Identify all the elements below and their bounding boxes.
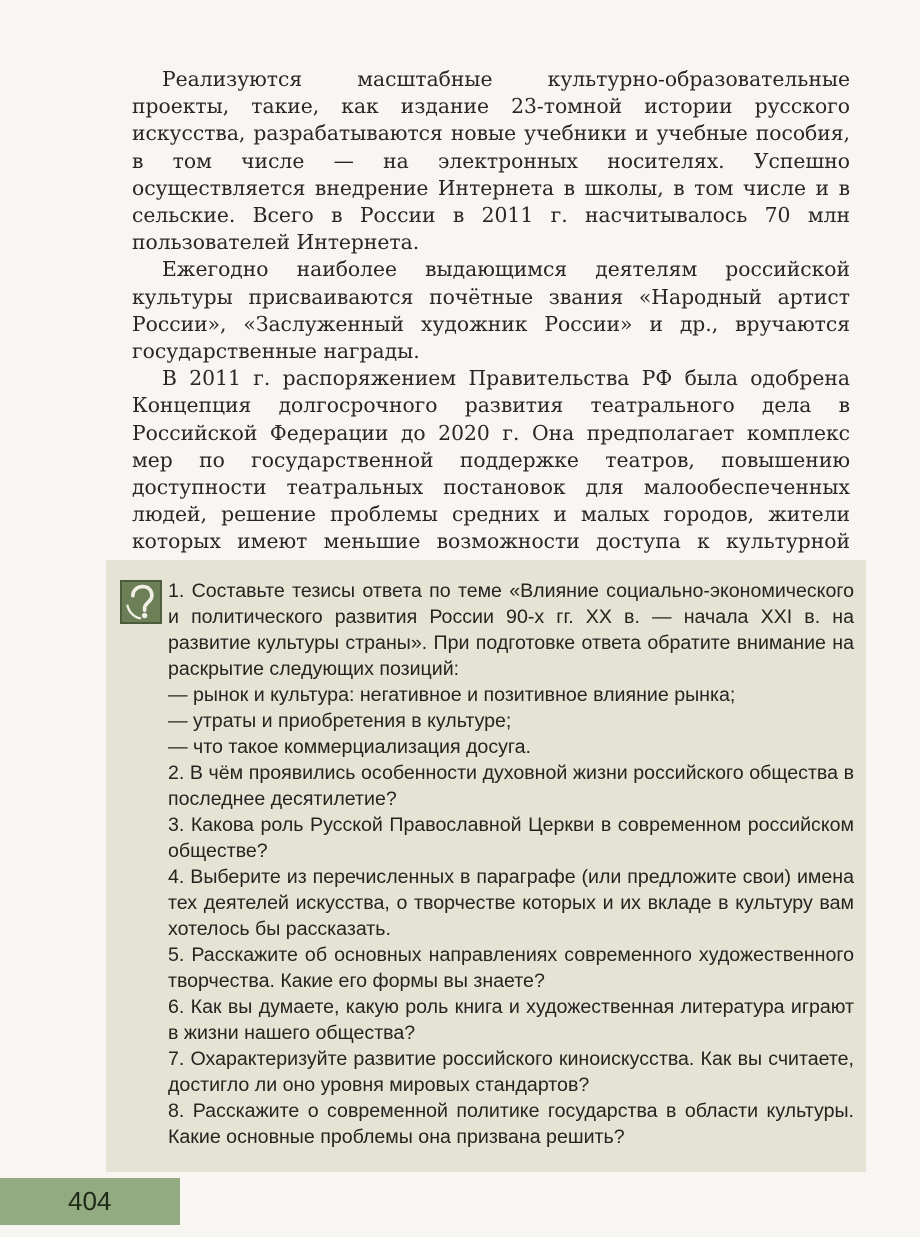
page-number: 404 (68, 1186, 112, 1216)
question-item: 7. Охарактеризуйте развитие российского киноискусства. Как вы считаете, достигло ли оно уровня мировых стандартов? (168, 1048, 854, 1096)
main-text (132, 66, 850, 583)
question-item: 4. Выберите из перечисленных в параграфе (или предложите свои) имена тех деятелей искусства, о творчестве которых и их вкладе в культуру вам хотелось бы рассказать. (168, 866, 854, 940)
question-item: 3. Какова роль Русской Православной Церкви в современном российском обществе? (168, 814, 854, 862)
paragraph: Реализуются масштабные культурно-образовательные проекты, такие, как издание 23-томной истории русского искусства, разрабатываются новые учебники и учебные пособия, в том числе — на электронных носителях. Успешно осуществляется внедрение Интернета в школы, в том числе и в сельские. Всего в России в 2011 г. насчитывалось 70 млн пользователей Интернета. (132, 67, 850, 255)
paragraph: Ежегодно наиболее выдающимся деятелям российской культуры присваиваются почётные звания «Народный артист России», «Заслуженный художник России» и др., вручаются государственные награды. (132, 257, 850, 364)
question-item: 2. В чём проявились особенности духовной жизни российского общества в последнее десятилетие? (168, 762, 854, 810)
question-item: 8. Расскажите о современной политике государства в области культуры. Какие основные проблемы она призвана решить? (168, 1100, 854, 1148)
question-point: — утраты и приобретения в культуре; (168, 710, 512, 732)
questions-list (168, 578, 854, 1150)
question-point: — что такое коммерциализация досуга. (168, 736, 531, 758)
question-item: 6. Как вы думаете, какую роль книга и художественная литература играют в жизни нашего общества? (168, 996, 854, 1044)
question-mark-icon (120, 580, 162, 624)
question-point: — рынок и культура: негативное и позитивное влияние рынка; (168, 684, 736, 706)
questions-box (106, 560, 866, 1172)
question-item: 5. Расскажите об основных направлениях современного художественного творчества. Какие его формы вы знаете? (168, 944, 854, 992)
paragraph: В 2011 г. распоряжением Правительства РФ была одобрена Концепция долгосрочного развития театрального дела в Российской Федерации до 2020 г. Она предполагает комплекс мер по государственной поддержке театров, повышению доступности театральных постановок для малообеспеченных людей, решение проблемы средних и малых городов, жители которых имеют меньшие возможности доступа к культурной (132, 366, 850, 554)
question-item: 1. Составьте тезисы ответа по теме «Влияние социально-экономического и политического развития России 90-х гг. XX в. — начала XXI в. на развитие культуры страны». При подготовке ответа обратите внимание на раскрытие следующих позиций: (168, 580, 854, 680)
